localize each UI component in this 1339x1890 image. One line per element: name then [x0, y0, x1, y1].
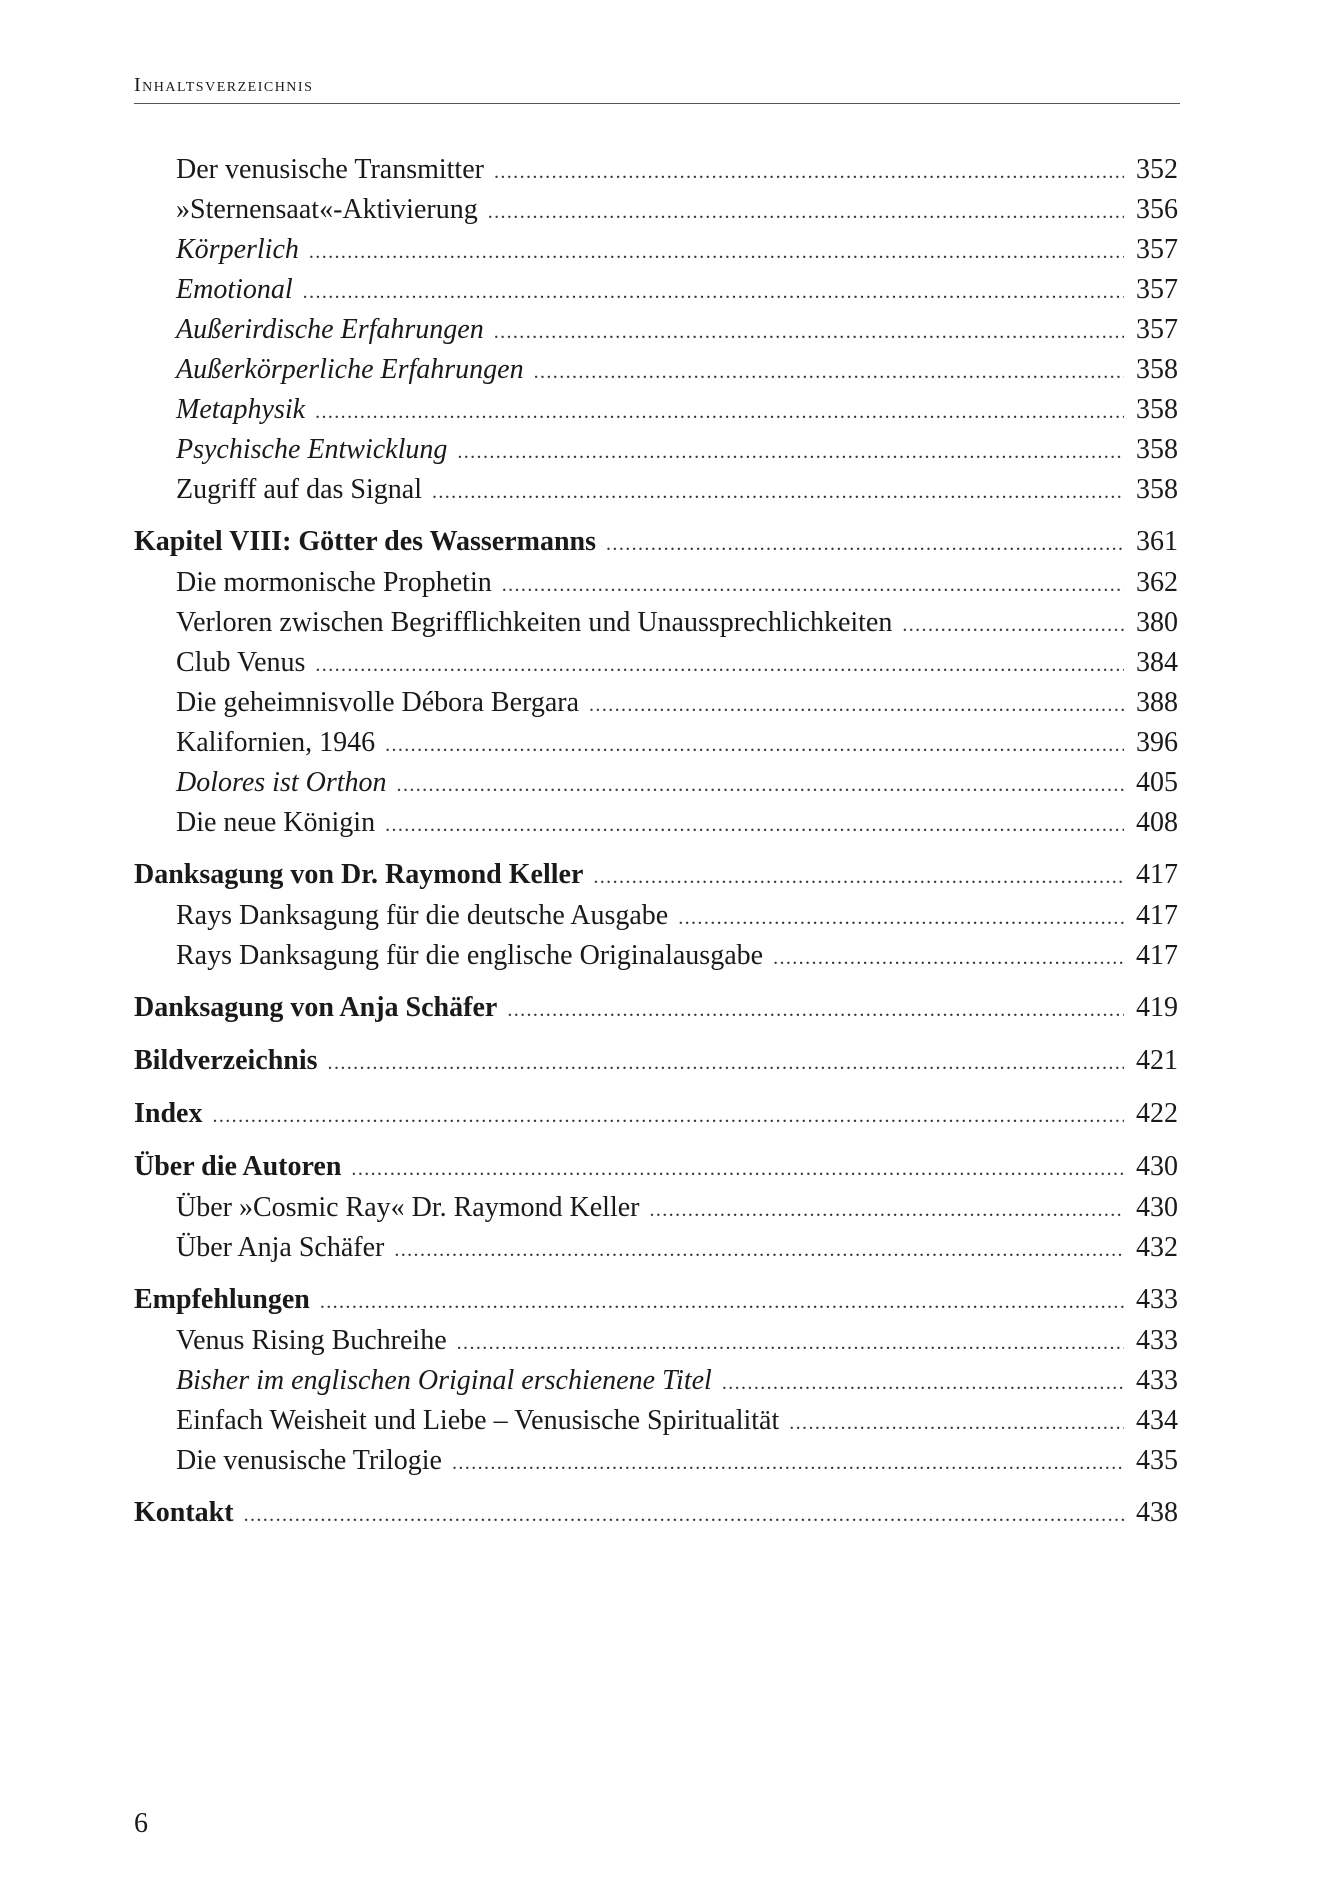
- dot-leader: [385, 807, 1124, 844]
- toc-entry-title: Über »Cosmic Ray« Dr. Raymond Keller: [176, 1192, 640, 1223]
- dot-leader: [315, 647, 1124, 684]
- toc-entry-page: 419: [1136, 992, 1178, 1023]
- toc-entry-title: Psychische Entwicklung: [176, 434, 448, 465]
- dot-leader: [351, 1149, 1124, 1189]
- toc-entry-page: 408: [1136, 807, 1178, 838]
- toc-section-entry: [134, 937, 1178, 977]
- toc-section-entry: [134, 151, 1178, 191]
- toc-section-entry: [134, 191, 1178, 231]
- dot-leader: [385, 727, 1124, 764]
- toc-section-entry: [134, 431, 1178, 471]
- toc-entry-page: 358: [1136, 434, 1178, 465]
- toc-section-entry: [134, 1402, 1178, 1442]
- toc-entry-title: Venus Rising Buchreihe: [176, 1325, 447, 1356]
- toc-section-entry: [134, 764, 1178, 804]
- toc-section-entry: [134, 1229, 1178, 1269]
- toc-entry-page: 357: [1136, 314, 1178, 345]
- toc-section-entry: [134, 644, 1178, 684]
- toc-entry-title: Dolores ist Orthon: [176, 767, 387, 798]
- toc-entry-page: 356: [1136, 194, 1178, 225]
- toc-chapter-entry: [134, 988, 1178, 1030]
- toc-entry-page: 434: [1136, 1405, 1178, 1436]
- toc-chapter-entry: [134, 1094, 1178, 1136]
- toc-entry-title: Die mormonische Prophetin: [176, 567, 492, 598]
- dot-leader: [457, 1325, 1124, 1362]
- dot-leader: [494, 314, 1124, 351]
- toc-chapter-entry: [134, 1147, 1178, 1189]
- table-of-contents: [134, 151, 1178, 1535]
- toc-section-entry: [134, 897, 1178, 937]
- toc-section-entry: [134, 724, 1178, 764]
- dot-leader: [507, 990, 1124, 1030]
- toc-entry-title: Über die Autoren: [134, 1151, 342, 1182]
- toc-entry-page: 433: [1136, 1325, 1178, 1356]
- toc-entry-page: 438: [1136, 1497, 1178, 1528]
- toc-entry-page: 421: [1136, 1045, 1178, 1076]
- dot-leader: [649, 1192, 1124, 1229]
- dot-leader: [244, 1495, 1124, 1535]
- toc-entry-page: 433: [1136, 1284, 1178, 1315]
- toc-entry-title: Außerirdische Erfahrungen: [176, 314, 484, 345]
- toc-entry-title: Die neue Königin: [176, 807, 376, 838]
- toc-entry-page: 357: [1136, 234, 1178, 265]
- toc-entry-page: 433: [1136, 1365, 1178, 1396]
- toc-section-entry: [134, 351, 1178, 391]
- dot-leader: [303, 274, 1124, 311]
- toc-entry-title: Danksagung von Dr. Raymond Keller: [134, 859, 584, 890]
- dot-leader: [328, 1043, 1124, 1083]
- toc-entry-title: Außerkörperliche Erfahrungen: [176, 354, 524, 385]
- page-number: 6: [134, 1808, 148, 1839]
- dot-leader: [589, 687, 1124, 724]
- dot-leader: [315, 394, 1124, 431]
- toc-entry-title: Die geheimnisvolle Débora Bergara: [176, 687, 580, 718]
- toc-chapter-entry: [134, 522, 1178, 564]
- toc-entry-page: 430: [1136, 1192, 1178, 1223]
- toc-entry-title: Club Venus: [176, 647, 306, 678]
- toc-entry-title: Kontakt: [134, 1497, 234, 1528]
- toc-entry-page: 405: [1136, 767, 1178, 798]
- toc-section-entry: [134, 604, 1178, 644]
- toc-chapter-entry: [134, 1280, 1178, 1322]
- toc-entry-page: 362: [1136, 567, 1178, 598]
- toc-entry-page: 417: [1136, 859, 1178, 890]
- toc-entry-page: 358: [1136, 354, 1178, 385]
- dot-leader: [397, 767, 1124, 804]
- dot-leader: [457, 434, 1124, 471]
- toc-entry-page: 432: [1136, 1232, 1178, 1263]
- toc-entry-title: Der venusische Transmitter: [176, 154, 484, 185]
- toc-section-entry: [134, 311, 1178, 351]
- toc-entry-title: Rays Danksagung für die englische Originalausgabe: [176, 940, 764, 971]
- toc-entry-title: Metaphysik: [176, 394, 306, 425]
- dot-leader: [606, 524, 1124, 564]
- toc-section-entry: [134, 804, 1178, 844]
- toc-entry-page: 417: [1136, 940, 1178, 971]
- toc-section-entry: [134, 271, 1178, 311]
- toc-entry-page: 358: [1136, 394, 1178, 425]
- toc-entry-page: 396: [1136, 727, 1178, 758]
- dot-leader: [488, 194, 1124, 231]
- dot-leader: [722, 1365, 1124, 1402]
- toc-section-entry: [134, 231, 1178, 271]
- toc-entry-title: Die venusische Trilogie: [176, 1445, 442, 1476]
- toc-entry-title: Kalifornien, 1946: [176, 727, 376, 758]
- toc-entry-title: Einfach Weisheit und Liebe – Venusische Spiritualität: [176, 1405, 780, 1436]
- dot-leader: [789, 1405, 1124, 1442]
- dot-leader: [212, 1096, 1124, 1136]
- toc-entry-title: Index: [134, 1098, 203, 1129]
- toc-section-entry: [134, 391, 1178, 431]
- toc-entry-title: Bildverzeichnis: [134, 1045, 318, 1076]
- dot-leader: [773, 940, 1124, 977]
- toc-chapter-entry: [134, 1041, 1178, 1083]
- dot-leader: [309, 234, 1124, 271]
- toc-entry-title: Körperlich: [176, 234, 299, 265]
- toc-section-entry: [134, 1189, 1178, 1229]
- toc-section-entry: [134, 471, 1178, 511]
- toc-section-entry: [134, 564, 1178, 604]
- toc-entry-title: Empfehlungen: [134, 1284, 310, 1315]
- dot-leader: [452, 1445, 1124, 1482]
- dot-leader: [902, 607, 1124, 644]
- toc-entry-title: Zugriff auf das Signal: [176, 474, 422, 505]
- dot-leader: [494, 154, 1124, 191]
- toc-entry-page: 422: [1136, 1098, 1178, 1129]
- dot-leader: [593, 857, 1124, 897]
- toc-section-entry: [134, 1442, 1178, 1482]
- toc-entry-page: 357: [1136, 274, 1178, 305]
- toc-entry-page: 388: [1136, 687, 1178, 718]
- toc-section-entry: [134, 1322, 1178, 1362]
- dot-leader: [394, 1232, 1124, 1269]
- toc-entry-page: 435: [1136, 1445, 1178, 1476]
- toc-entry-title: Kapitel VIII: Götter des Wassermanns: [134, 526, 597, 557]
- toc-entry-title: Über Anja Schäfer: [176, 1232, 385, 1263]
- toc-entry-page: 352: [1136, 154, 1178, 185]
- toc-entry-title: »Sternensaat«-Aktivierung: [176, 194, 478, 225]
- toc-entry-title: Bisher im englischen Original erschienene Titel: [176, 1365, 712, 1396]
- toc-chapter-entry: [134, 855, 1178, 897]
- dot-leader: [320, 1282, 1124, 1322]
- header-rule: [134, 103, 1180, 104]
- toc-entry-page: 361: [1136, 526, 1178, 557]
- toc-section-entry: [134, 1362, 1178, 1402]
- toc-entry-title: Danksagung von Anja Schäfer: [134, 992, 498, 1023]
- toc-chapter-entry: [134, 1493, 1178, 1535]
- dot-leader: [432, 474, 1124, 511]
- toc-entry-title: Rays Danksagung für die deutsche Ausgabe: [176, 900, 669, 931]
- toc-entry-page: 417: [1136, 900, 1178, 931]
- toc-entry-page: 430: [1136, 1151, 1178, 1182]
- toc-entry-page: 358: [1136, 474, 1178, 505]
- dot-leader: [678, 900, 1124, 937]
- toc-entry-page: 380: [1136, 607, 1178, 638]
- toc-entry-title: Emotional: [176, 274, 293, 305]
- running-head: Inhaltsverzeichnis: [134, 74, 314, 96]
- toc-entry-page: 384: [1136, 647, 1178, 678]
- toc-entry-title: Verloren zwischen Begrifflichkeiten und Unaussprechlichkeiten: [176, 607, 893, 638]
- dot-leader: [502, 567, 1124, 604]
- dot-leader: [534, 354, 1124, 391]
- toc-section-entry: [134, 684, 1178, 724]
